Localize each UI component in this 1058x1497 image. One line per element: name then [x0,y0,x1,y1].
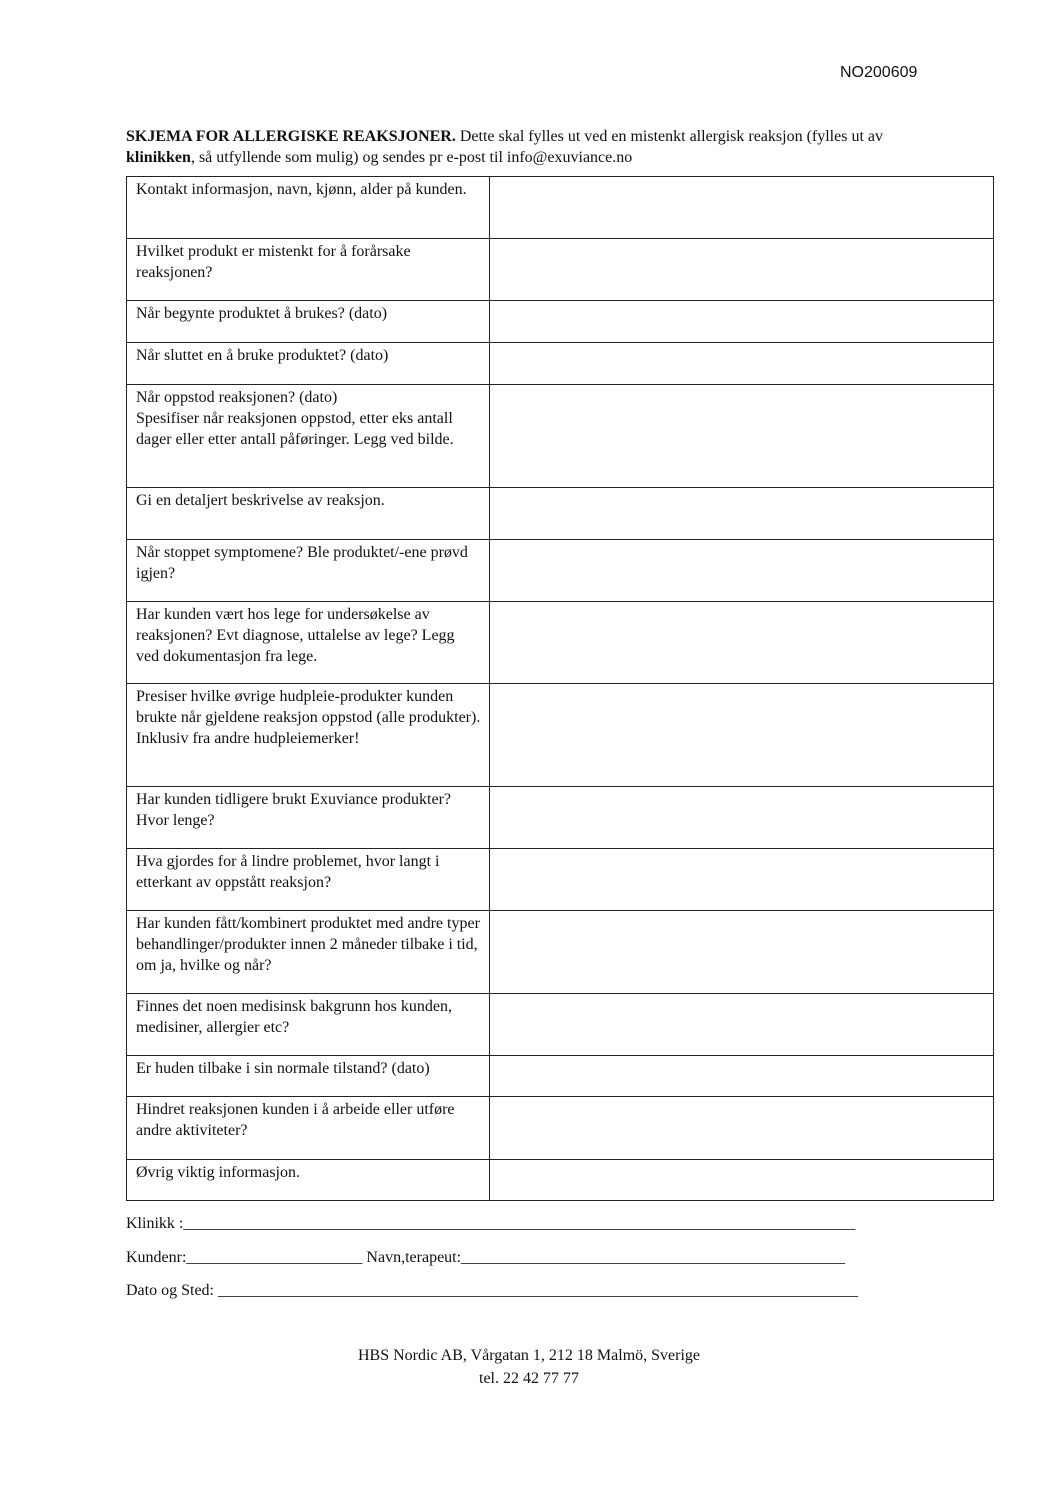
form-row [127,540,994,602]
answer-cell[interactable] [490,1160,994,1201]
form-title: SKJEMA FOR ALLERGISKE REAKSJONER. [126,128,456,145]
answer-cell[interactable] [490,488,994,540]
form-row [127,684,994,787]
answer-cell[interactable] [490,540,994,602]
reaction-form-table [126,176,994,1201]
question-cell: Presiser hvilke øvrige hudpleie-produkter kunden brukte når gjeldene reaksjon oppstod (alle produkter). Inklusiv fra andre hudpleiemerker! [127,684,490,787]
answer-cell[interactable] [490,911,994,994]
question-cell: Hvilket produkt er mistenkt for å forårsake reaksjonen? [127,239,490,301]
form-row [127,849,994,911]
answer-cell[interactable] [490,239,994,301]
answer-cell[interactable] [490,787,994,849]
question-cell: Har kunden vært hos lege for undersøkelse av reaksjonen? Evt diagnose, uttalelse av lege? Legg ved dokumentasjon fra lege. [127,602,490,684]
intro-text-b: , så utfyllende som mulig) og sendes pr e-post til info@exuviance.no [190,149,633,166]
question-cell: Når stoppet symptomene? Ble produktet/-ene prøvd igjen? [127,540,490,602]
answer-cell[interactable] [490,602,994,684]
intro-bold-klinikken: klinikken [126,149,191,166]
dato-sted-line[interactable]: Dato og Sted: ________________________________________________________________________________ [126,1282,858,1299]
answer-cell[interactable] [490,994,994,1056]
document-code: NO200609 [840,64,918,81]
question-cell: Øvrig viktig informasjon. [127,1160,490,1201]
klinikk-line[interactable]: Klinikk :____________________________________________________________________________________ [126,1215,856,1232]
answer-cell[interactable] [490,301,994,343]
form-row [127,787,994,849]
form-row [127,301,994,343]
form-row [127,385,994,488]
answer-cell[interactable] [490,684,994,787]
question-cell: Hva gjordes for å lindre problemet, hvor langt i etterkant av oppstått reaksjon? [127,849,490,911]
form-row [127,239,994,301]
answer-cell[interactable] [490,385,994,488]
footer-address: HBS Nordic AB, Vårgatan 1, 212 18 Malmö, Sverige [357,1347,701,1364]
question-cell: Når sluttet en å bruke produktet? (dato) [127,343,490,385]
footer-phone: tel. 22 42 77 77 [479,1370,579,1387]
answer-cell[interactable] [490,177,994,239]
question-cell: Har kunden fått/kombinert produktet med andre typer behandlinger/produkter innen 2 måneder tilbake i tid, om ja, hvilke og når? [127,911,490,994]
intro-text-a: Dette skal fylles ut ved en mistenkt allergisk reaksjon (fylles ut av [455,128,883,145]
form-row [127,911,994,994]
question-cell: Når oppstod reaksjonen? (dato) Spesifiser når reaksjonen oppstod, etter eks antall dager eller etter antall påføringer. Legg ved bilde. [127,385,490,488]
form-row [127,1097,994,1160]
question-cell: Er huden tilbake i sin normale tilstand? (dato) [127,1056,490,1097]
question-cell: Gi en detaljert beskrivelse av reaksjon. [127,488,490,540]
answer-cell[interactable] [490,1056,994,1097]
question-cell: Finnes det noen medisinsk bakgrunn hos kunden, medisiner, allergier etc? [127,994,490,1056]
question-cell: Kontakt informasjon, navn, kjønn, alder på kunden. [127,177,490,239]
form-row [127,488,994,540]
form-row [127,994,994,1056]
form-row [127,177,994,239]
answer-cell[interactable] [490,343,994,385]
question-cell: Har kunden tidligere brukt Exuviance produkter? Hvor lenge? [127,787,490,849]
form-row [127,343,994,385]
answer-cell[interactable] [490,1097,994,1160]
kundenr-terapeut-line[interactable]: Kundenr:______________________ Navn,terapeut:________________________________________________ [126,1249,846,1266]
answer-cell[interactable] [490,849,994,911]
form-row [127,1056,994,1097]
question-cell: Hindret reaksjonen kunden i å arbeide eller utføre andre aktiviteter? [127,1097,490,1160]
form-row [127,1160,994,1201]
question-cell: Når begynte produktet å brukes? (dato) [127,301,490,343]
form-row [127,602,994,684]
intro-paragraph [126,126,938,168]
